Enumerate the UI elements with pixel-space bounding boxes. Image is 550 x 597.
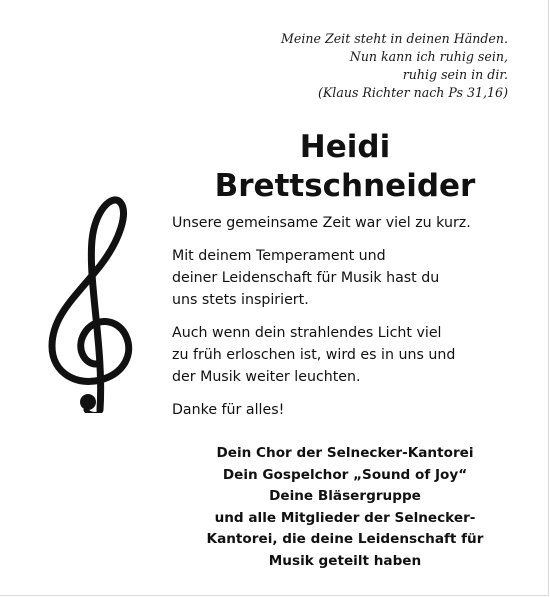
quote-line-1: Meine Zeit steht in deinen Händen. bbox=[281, 31, 508, 46]
first-name: Heidi bbox=[299, 129, 391, 165]
message-paragraph-2 bbox=[172, 245, 522, 311]
quote-source: (Klaus Richter nach Ps 31,16) bbox=[317, 85, 508, 100]
signature-block bbox=[170, 443, 520, 573]
message-line: Mit deinem Temperament und bbox=[172, 248, 386, 264]
message-paragraph-3 bbox=[172, 322, 522, 388]
last-name: Brettschneider bbox=[214, 168, 476, 204]
signature-line-5: Kantorei, die deine Leidenschaft für bbox=[206, 531, 484, 548]
treble-clef-icon bbox=[30, 188, 150, 413]
message-line: der Musik weiter leuchten. bbox=[172, 369, 361, 385]
message-line: uns stets inspiriert. bbox=[172, 292, 309, 308]
bible-quote bbox=[228, 30, 508, 102]
message-line: Unsere gemeinsame Zeit war viel zu kurz. bbox=[172, 215, 471, 231]
signature-line-2: Dein Gospelchor „Sound of Joy“ bbox=[222, 466, 468, 483]
signature-line-3: Deine Bläsergruppe bbox=[269, 488, 421, 505]
message-line: zu früh erloschen ist, wird es in uns und bbox=[172, 347, 456, 363]
signature-line-1: Dein Chor der Selnecker-Kantorei bbox=[216, 445, 474, 461]
message-paragraph-1 bbox=[172, 212, 522, 234]
message-paragraph-4 bbox=[172, 399, 522, 421]
signature-line-4: und alle Mitglieder der Selnecker- bbox=[214, 509, 476, 526]
message-line: Danke für alles! bbox=[172, 402, 285, 418]
message-text bbox=[172, 212, 522, 432]
quote-line-3: ruhig sein in dir. bbox=[402, 67, 508, 82]
message-line: deiner Leidenschaft für Musik hast du bbox=[172, 270, 440, 286]
quote-line-2: Nun kann ich ruhig sein, bbox=[349, 49, 508, 64]
signature-line-6: Musik geteilt haben bbox=[268, 552, 422, 569]
message-line: Auch wenn dein strahlendes Licht viel bbox=[172, 325, 442, 341]
